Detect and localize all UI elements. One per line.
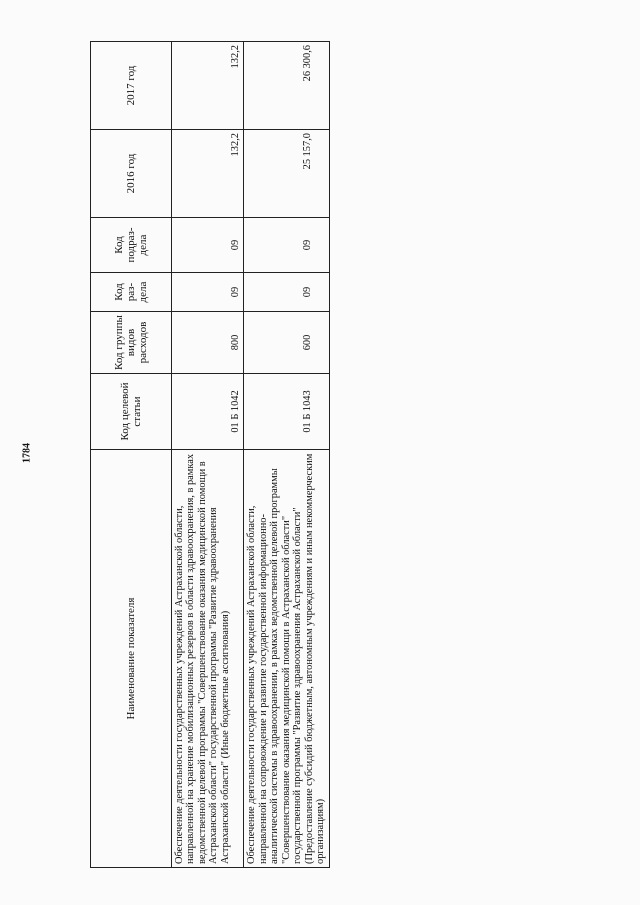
- row-target-code: 01 Б 1042: [172, 374, 244, 450]
- row-expense-group-code: 800: [172, 312, 244, 374]
- row-name: Обеспечение деятельности государственных учреждений Астраханской области, направленной на сопровождение и развитие государственной информационно-аналитической системы в здравоохранении, в рамках ведомственной целевой программы "Совершенствование оказания медицинской помощи в Астраханской области" государственной программы "Развитие здравоохранения Астраханской области" (Предоставление субсидий бюджетным, автономным учреждениям и иным некоммерческим организациям): [244, 450, 329, 868]
- row-subsection-code: 09: [172, 218, 244, 273]
- header-year-2016: 2016 год: [91, 130, 172, 218]
- header-subsection-code: Код подраз-дела: [91, 218, 172, 273]
- rotated-table-area: [90, 42, 638, 868]
- table-row: [172, 42, 244, 868]
- header-year-2017: 2017 год: [91, 42, 172, 130]
- row-expense-group-code: 600: [244, 312, 329, 374]
- row-value-2017: 132,2: [172, 42, 244, 130]
- row-value-2017: 26 300,6: [244, 42, 329, 130]
- row-value-2016: 132,2: [172, 130, 244, 218]
- budget-table: [90, 41, 330, 868]
- header-name: Наименование показателя: [91, 450, 172, 868]
- row-name: Обеспечение деятельности государственных учреждений Астраханской области, направленной на хранение мобилизационных резервов в области здравоохранения, в рамках ведомственной целевой программы "Совершенствование оказания медицинской помощи в Астраханской области" государственной программы "Развитие здравоохранения Астраханской области" (Иные бюджетные ассигнования): [172, 450, 244, 868]
- row-section-code: 09: [244, 273, 329, 312]
- table-row: [244, 42, 329, 868]
- header-section-code: Код раз-дела: [91, 273, 172, 312]
- table-container: [90, 42, 638, 868]
- header-target-code: Код целевой статьи: [91, 374, 172, 450]
- row-value-2016: 25 157,0: [244, 130, 329, 218]
- row-target-code: 01 Б 1043: [244, 374, 329, 450]
- header-row: [91, 42, 172, 868]
- row-subsection-code: 09: [244, 218, 329, 273]
- page-number: 1784: [21, 443, 33, 463]
- header-expense-group-code: Код группы видов расходов: [91, 312, 172, 374]
- row-section-code: 09: [172, 273, 244, 312]
